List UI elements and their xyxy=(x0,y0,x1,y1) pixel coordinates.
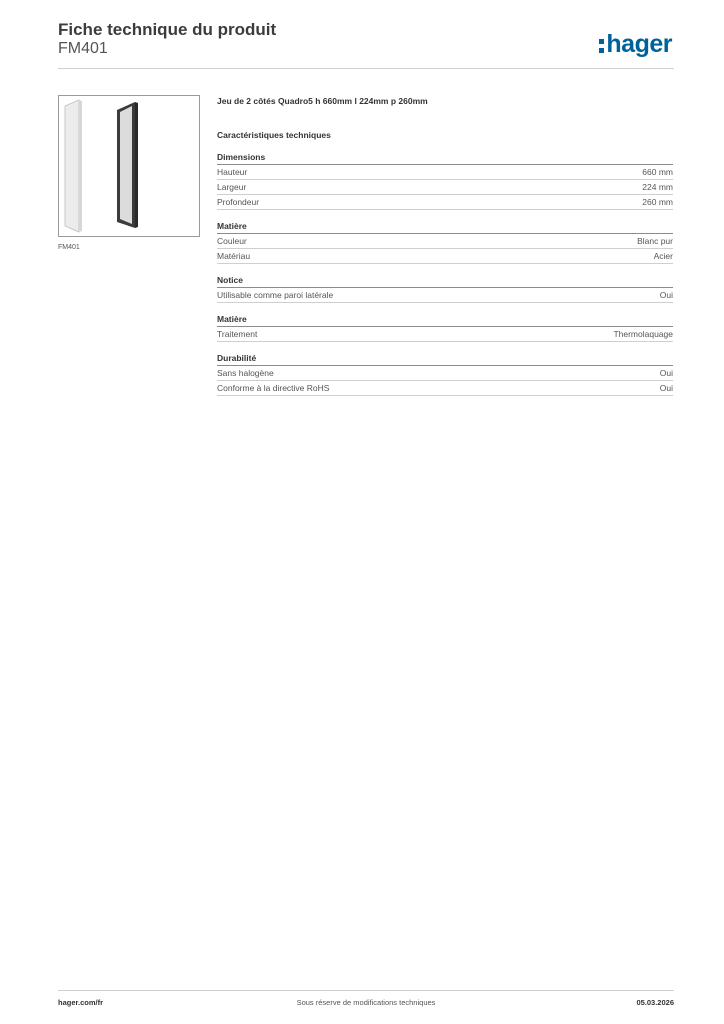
characteristics-title: Caractéristiques techniques xyxy=(217,130,331,140)
spec-row xyxy=(217,195,673,210)
product-image xyxy=(58,95,200,237)
spec-label: Utilisable comme paroi latérale xyxy=(217,290,334,300)
product-reference: FM401 xyxy=(58,40,108,57)
footer-date: 05.03.2026 xyxy=(636,998,674,1007)
spec-label: Hauteur xyxy=(217,167,248,177)
spec-row xyxy=(217,249,673,264)
section-title: Matière xyxy=(217,221,673,234)
product-description: Jeu de 2 côtés Quadro5 h 660mm l 224mm p 260mm xyxy=(217,96,428,106)
spec-value: Thermolaquage xyxy=(613,329,673,339)
page-title: Fiche technique du produit xyxy=(58,20,277,39)
spec-label: Matériau xyxy=(217,251,251,261)
hager-logo xyxy=(599,30,672,59)
side-panels-illustration-icon xyxy=(59,96,199,236)
spec-value: 224 mm xyxy=(642,182,673,192)
section-title: Matière xyxy=(217,314,673,327)
logo-dots-icon xyxy=(599,39,604,53)
section-title: Notice xyxy=(217,275,673,288)
spec-row xyxy=(217,366,673,381)
logo-text: hager xyxy=(606,30,672,58)
spec-row xyxy=(217,288,673,303)
section-0 xyxy=(217,152,673,210)
image-caption: FM401 xyxy=(58,244,80,251)
spec-label: Profondeur xyxy=(217,197,260,207)
spec-value: 660 mm xyxy=(642,167,673,177)
spec-label: Traitement xyxy=(217,329,258,339)
footer-divider xyxy=(58,990,674,991)
spec-row xyxy=(217,234,673,249)
footer-website: hager.com/fr xyxy=(58,998,104,1007)
section-4 xyxy=(217,353,673,396)
header-divider xyxy=(58,68,674,69)
spec-value: Oui xyxy=(659,368,673,378)
product-details xyxy=(217,96,673,407)
spec-row xyxy=(217,180,673,195)
spec-label: Largeur xyxy=(217,182,247,192)
section-title: Dimensions xyxy=(217,152,673,165)
spec-label: Conforme à la directive RoHS xyxy=(217,383,330,393)
characteristics-list xyxy=(217,152,673,396)
section-title: Durabilité xyxy=(217,353,673,366)
spec-label: Sans halogène xyxy=(217,368,274,378)
section-2 xyxy=(217,275,673,303)
section-3 xyxy=(217,314,673,342)
spec-value: Blanc pur xyxy=(637,236,673,246)
spec-value: Acier xyxy=(653,251,673,261)
spec-value: Oui xyxy=(659,383,673,393)
spec-row xyxy=(217,165,673,180)
spec-value: 260 mm xyxy=(642,197,673,207)
spec-row xyxy=(217,381,673,396)
page-header xyxy=(58,20,674,70)
spec-row xyxy=(217,327,673,342)
spec-label: Couleur xyxy=(217,236,247,246)
spec-value: Oui xyxy=(659,290,673,300)
footer-disclaimer: Sous réserve de modifications techniques xyxy=(296,998,436,1007)
section-1 xyxy=(217,221,673,264)
